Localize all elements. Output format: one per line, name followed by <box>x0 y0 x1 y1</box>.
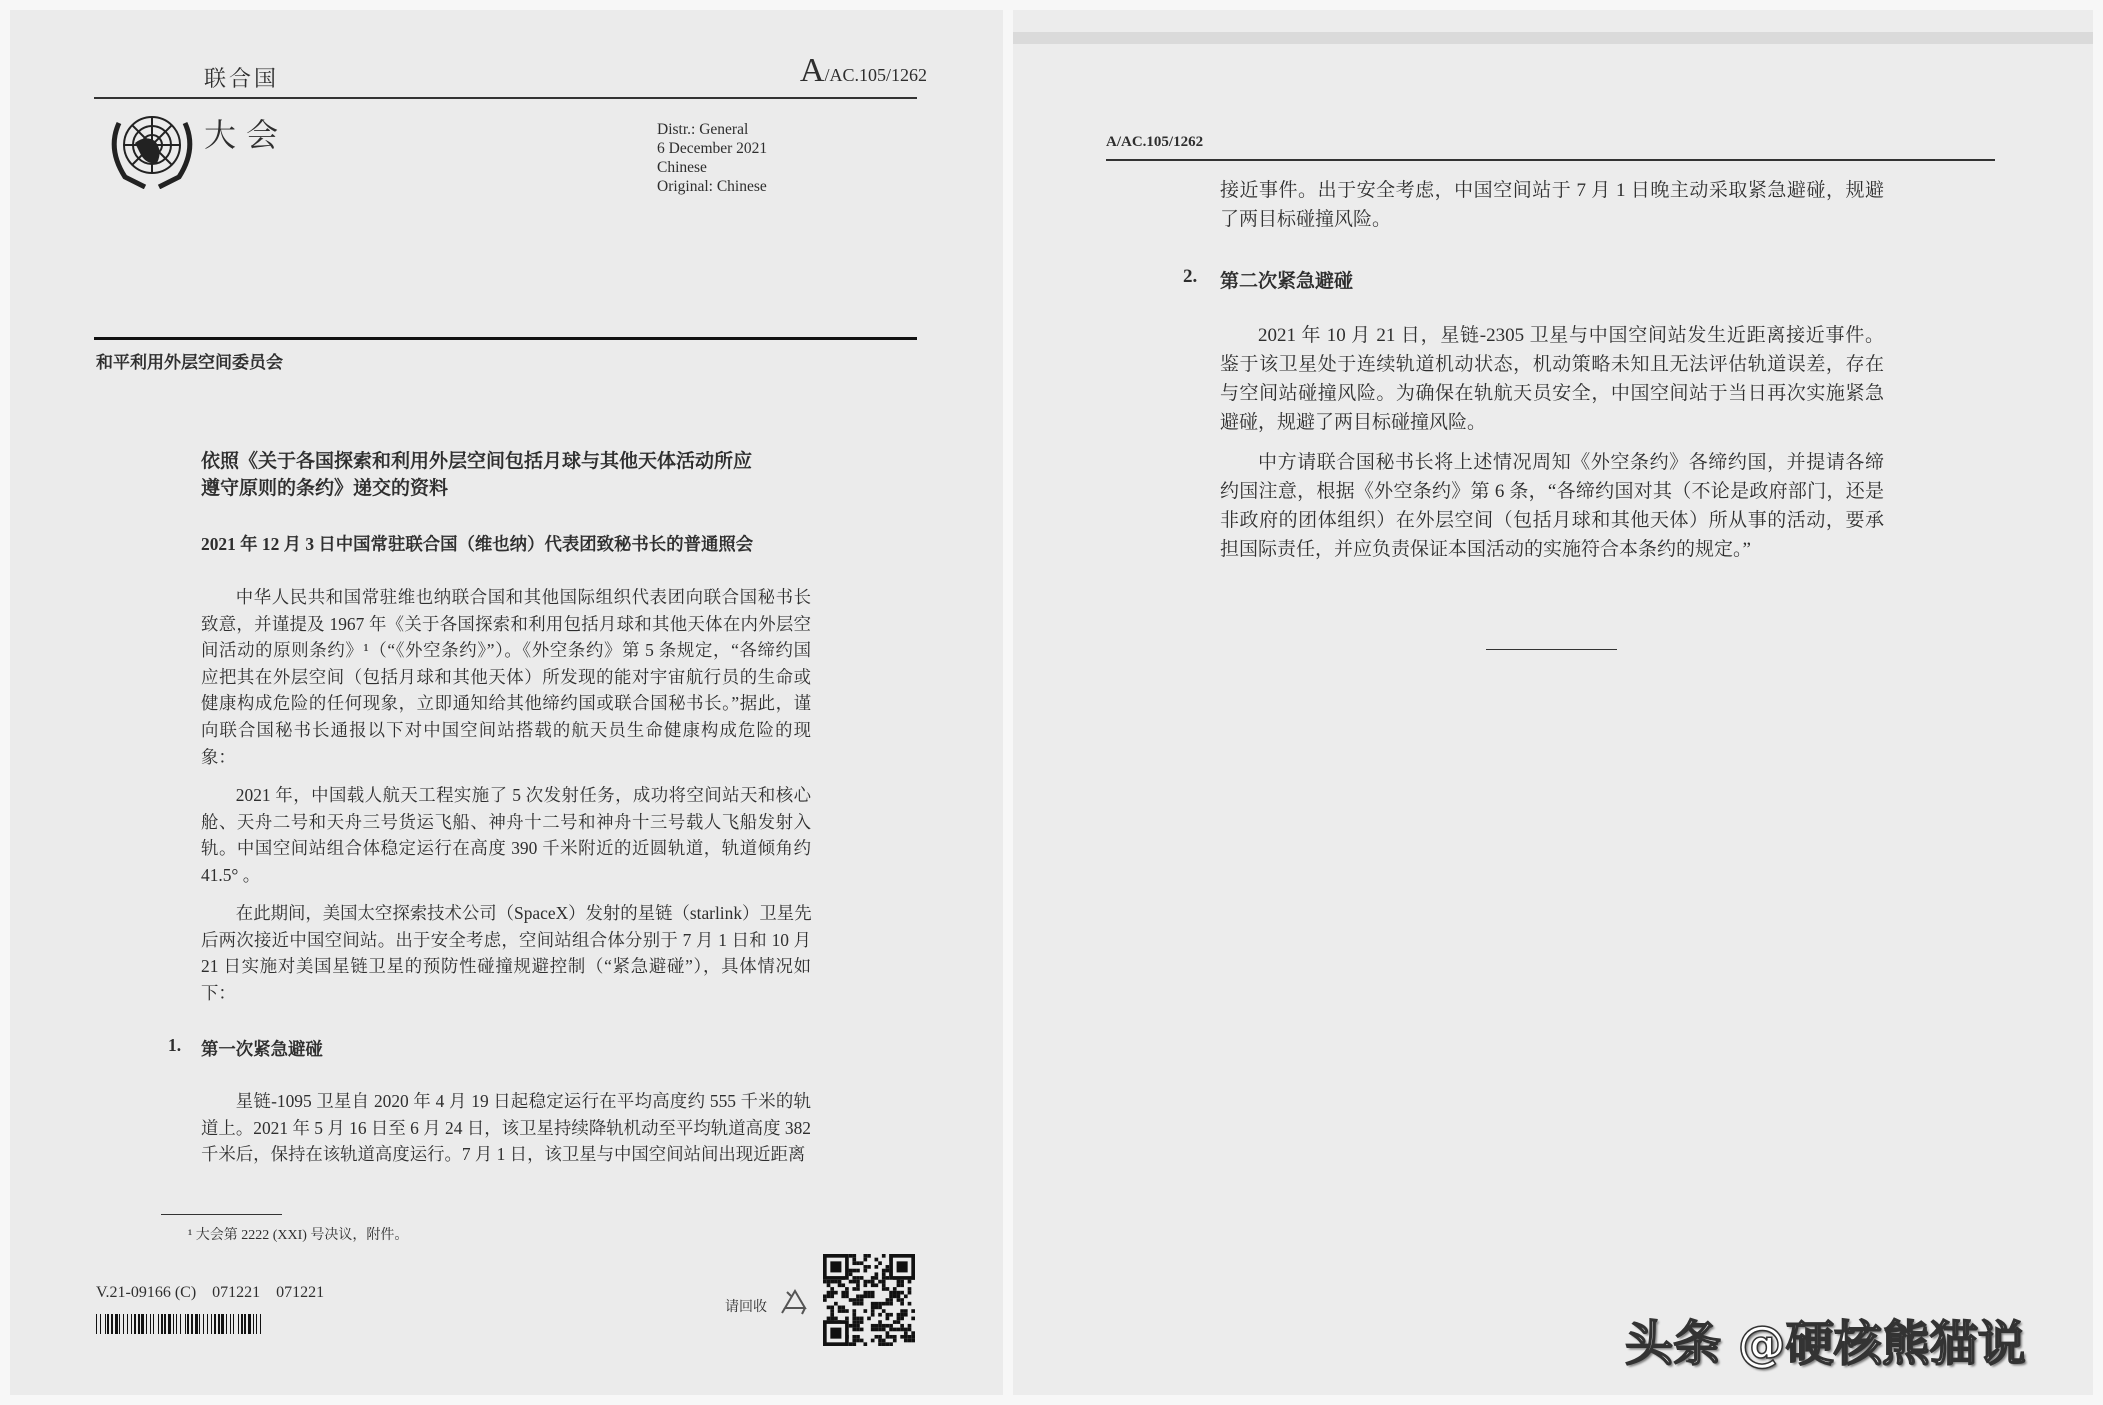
paragraph <box>201 584 811 770</box>
un-emblem-icon <box>105 107 199 189</box>
text-line: 间活动的原则条约》¹（“《外空条约》”）。《外空条约》第 5 条规定，“各缔约国 <box>201 640 811 661</box>
page-header-symbol: A/AC.105/1262 <box>1106 134 1204 150</box>
title-line: 遵守原则的条约》递交的资料 <box>201 477 449 499</box>
text-line: 中方请联合国秘书长将上述情况周知《外空条约》各缔约国，并提请各缔 <box>1258 452 1884 473</box>
footnote-rule <box>161 1214 282 1215</box>
distr-line: Distr.: General <box>657 121 749 138</box>
text-line: 41.5° 。 <box>201 864 261 885</box>
org-name: 联合国 <box>204 66 280 91</box>
recycle-icon <box>780 1288 810 1318</box>
text-line: 避碰，规避了两目标碰撞风险。 <box>1220 412 1487 433</box>
barcode <box>96 1314 264 1334</box>
text-line: 道上。2021 年 5 月 16 日至 6 月 24 日，该卫星持续降轨机动至平均轨道高度 382 <box>201 1117 811 1138</box>
language-line: Chinese <box>657 159 707 176</box>
document-number: V.21-09166 (C) 071221 071221 <box>96 1284 325 1301</box>
recycle-label: 请回收 <box>725 1300 767 1315</box>
text-line: 千米后，保持在该轨道高度运行。7 月 1 日，该卫星与中国空间站间出现近距离 <box>201 1144 806 1165</box>
text-line: 约国注意，根据《外空条约》第 6 条，“各缔约国对其（不论是政府部门，还是 <box>1220 481 1884 502</box>
text-line: 在此期间，美国太空探索技术公司（SpaceX）发射的星链（starlink）卫星先 <box>235 903 812 923</box>
page-header-rule <box>1106 159 1995 161</box>
text-line: 致意，并谨提及 1967 年《关于各国探索和利用包括月球和其他天体在内外层空 <box>201 613 811 634</box>
section-title: 第一次紧急避碰 <box>201 1039 323 1059</box>
paragraph <box>1220 448 1884 564</box>
section-number: 2. <box>1183 266 1198 287</box>
text-line: 2021 年 10 月 21 日，星链-2305 卫星与中国空间站发生近距离接近事件。 <box>1258 325 1884 346</box>
text-line: 鉴于该卫星处于连续轨道机动状态，机动策略未知且无法评估轨道误差，存在 <box>1220 354 1884 375</box>
document-title <box>201 448 752 502</box>
text-line: 应把其在外层空间（包括月球和其他天体）所发现的能对宇宙航行员的生命或 <box>201 666 811 687</box>
paragraph <box>201 900 811 1006</box>
text-line: 接近事件。出于安全考虑，中国空间站于 7 月 1 日晚主动采取紧急避碰，规避 <box>1220 180 1884 201</box>
header-rule <box>94 97 917 99</box>
paragraph <box>201 1088 811 1168</box>
document-page-2 <box>1013 10 2093 1395</box>
date-line: 6 December 2021 <box>657 140 768 157</box>
section-number: 1. <box>168 1035 182 1055</box>
text-line: 健康构成危险的任何现象，立即通知给其他缔约国或联合国秘书长。”据此，谨 <box>201 693 811 714</box>
text-line: 向联合国秘书长通报以下对中国空间站搭载的航天员生命健康构成危险的现 <box>201 719 811 740</box>
paragraph <box>1220 321 1884 437</box>
document-symbol <box>800 52 927 90</box>
symbol-rest: /AC.105/1262 <box>824 65 927 85</box>
watermark: 头条 @硬核熊猫说 <box>1625 1316 2026 1372</box>
document-page-1 <box>10 10 1003 1395</box>
text-line: 轨。中国空间站组合体稳定运行在高度 390 千米附近的近圆轨道，轨道倾角约 <box>201 838 811 859</box>
text-line: 21 日实施对美国星链卫星的预防性碰撞规避控制（“紧急避碰”），具体情况如 <box>201 956 811 977</box>
text-line: 了两目标碰撞风险。 <box>1220 209 1392 230</box>
distribution-block <box>657 120 767 196</box>
paragraph <box>1220 176 1884 234</box>
section-title: 第二次紧急避碰 <box>1220 271 1354 292</box>
text-line: 2021 年，中国载人航天工程实施了 5 次发射任务，成功将空间站天和核心 <box>235 785 811 805</box>
body-name: 大 会 <box>204 116 279 154</box>
text-line: 中华人民共和国常驻维也纳联合国和其他国际组织代表团向联合国秘书长 <box>235 587 811 607</box>
footnote: ¹ 大会第 2222 (XXI) 号决议，附件。 <box>188 1228 409 1243</box>
end-rule <box>1486 649 1617 650</box>
text-line: 舱、天舟二号和天舟三号货运飞船、神舟十二号和神舟十三号载人飞船发射入 <box>201 811 811 832</box>
text-line: 与空间站碰撞风险。为确保在轨航天员安全，中国空间站于当日再次实施紧急 <box>1220 383 1884 404</box>
title-line: 依照《关于各国探索和利用外层空间包括月球与其他天体活动所应 <box>201 450 753 472</box>
text-line: 象： <box>201 746 236 767</box>
symbol-prefix: A <box>799 52 825 89</box>
text-line: 非政府的团体组织）在外层空间（包括月球和其他天体）所从事的活动，要承 <box>1220 510 1884 531</box>
document-subtitle: 2021 年 12 月 3 日中国常驻联合国（维也纳）代表团致秘书长的普通照会 <box>201 534 754 554</box>
committee-name: 和平利用外层空间委员会 <box>96 353 283 373</box>
text-line: 后两次接近中国空间站。出于安全考虑，空间站组合体分别于 7 月 1 日和 10 月 <box>201 929 811 950</box>
page-edge-shadow <box>1013 32 2093 44</box>
text-line: 下： <box>201 982 236 1003</box>
original-line: Original: Chinese <box>657 178 767 195</box>
thick-rule <box>94 337 917 340</box>
qr-code <box>822 1254 916 1346</box>
paragraph <box>201 782 811 888</box>
text-line: 担国际责任，并应负责保证本国活动的实施符合本条约的规定。” <box>1220 539 1751 560</box>
text-line: 星链-1095 卫星自 2020 年 4 月 19 日起稳定运行在平均高度约 555 千米的轨 <box>235 1091 811 1111</box>
